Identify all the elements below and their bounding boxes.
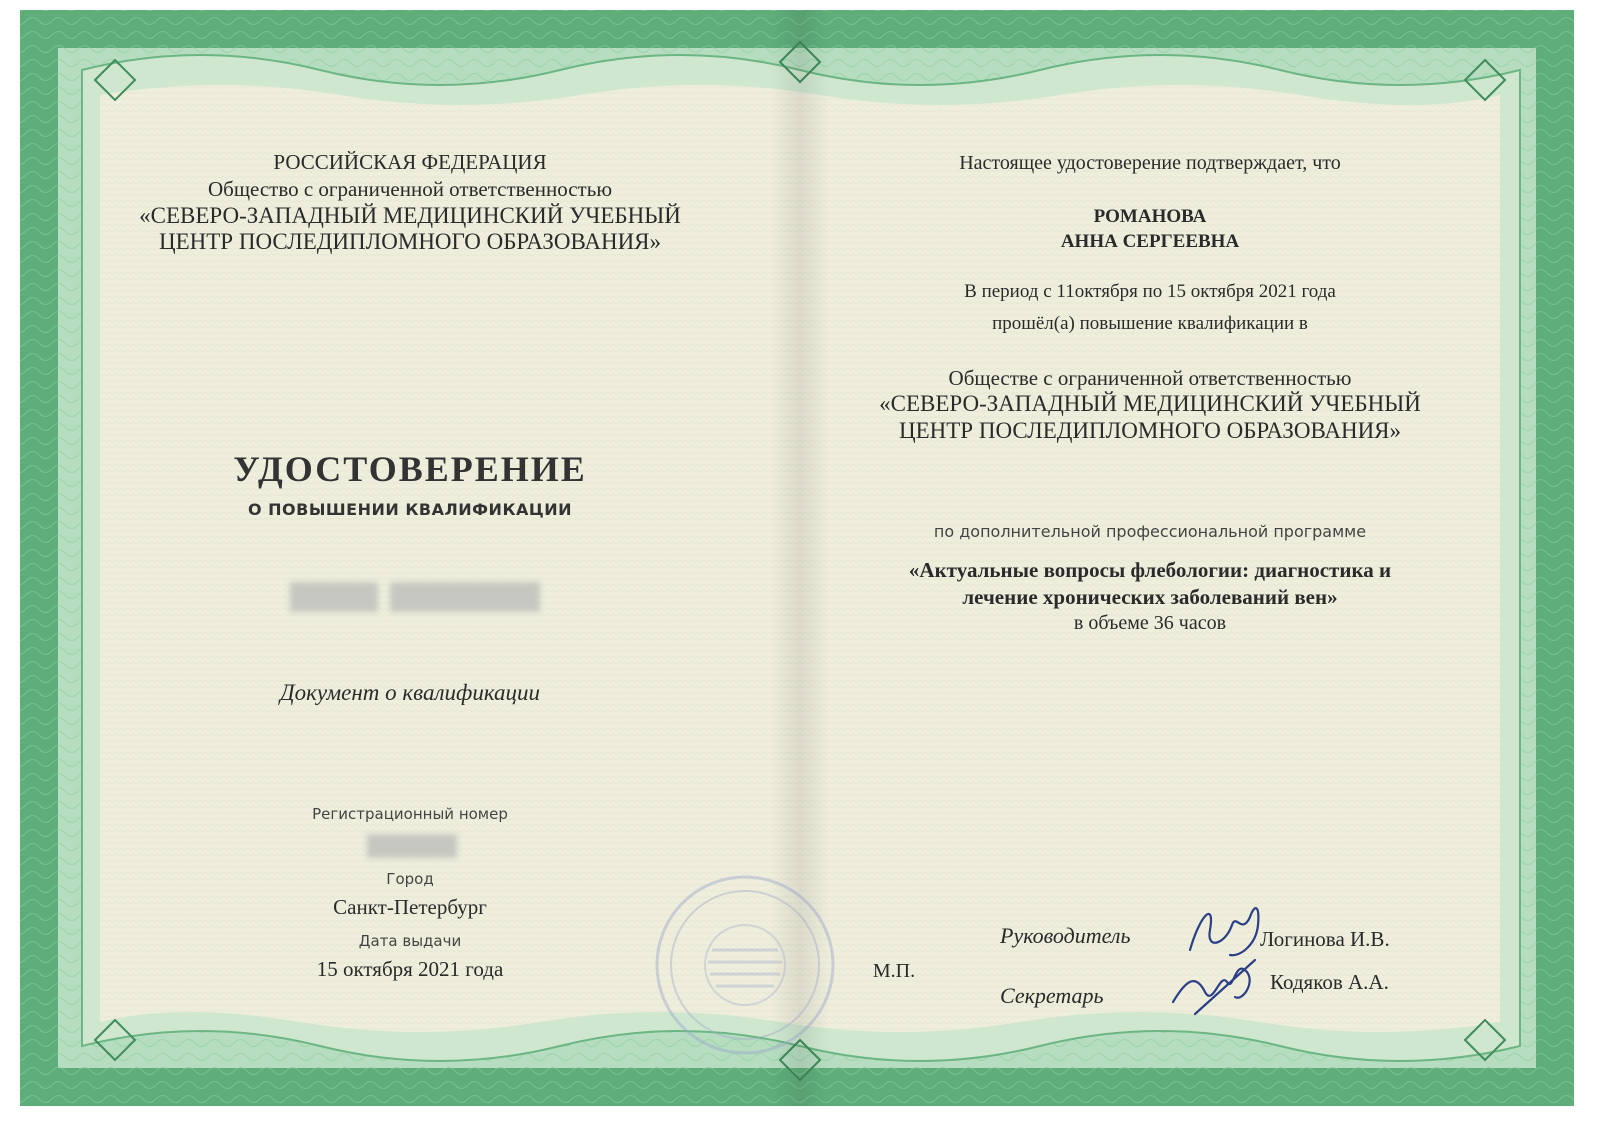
country-name: РОССИЙСКАЯ ФЕДЕРАЦИЯ (273, 150, 547, 174)
secretary-label: Секретарь (1000, 983, 1104, 1008)
secretary-signature (1165, 952, 1275, 1022)
program-volume: в объеме 36 часов (1073, 612, 1227, 634)
document-kind: Документ о квалификации (279, 680, 541, 705)
passed-text: прошёл(а) повышение квалификации в (992, 313, 1308, 334)
training-period: В период с 11октября по 15 октября 2021 года (964, 281, 1336, 302)
org-type: Общество с ограниченной ответственностью (207, 177, 613, 201)
head-name: Логинова И.В. (1260, 927, 1390, 951)
redacted-number (390, 582, 540, 612)
right-org-name-line1: «СЕВЕРО-ЗАПАДНЫЙ МЕДИЦИНСКИЙ УЧЕБНЫЙ (879, 391, 1421, 416)
issue-date-value: 15 октября 2021 года (316, 957, 504, 981)
redacted-registration-number (367, 834, 457, 858)
registration-label: Регистрационный номер (312, 805, 508, 823)
secretary-name: Кодяков А.А. (1270, 970, 1389, 994)
document-subtitle: О ПОВЫШЕНИИ КВАЛИФИКАЦИИ (247, 500, 573, 519)
program-title-line1: «Актуальные вопросы флебологии: диагностика и (908, 558, 1392, 582)
city-value: Санкт-Петербург (333, 895, 487, 919)
program-label: по дополнительной профессиональной программе (933, 522, 1367, 541)
org-name-line2: ЦЕНТР ПОСЛЕДИПЛОМНОГО ОБРАЗОВАНИЯ» (158, 229, 662, 254)
seal-place-mark: М.П. (872, 960, 916, 982)
right-org-name-line2: ЦЕНТР ПОСЛЕДИПЛОМНОГО ОБРАЗОВАНИЯ» (898, 418, 1402, 443)
holder-surname: РОМАНОВА (1093, 206, 1207, 227)
round-stamp (650, 870, 840, 1060)
right-org-type: Обществе с ограниченной ответственностью (948, 366, 1352, 390)
city-label: Город (386, 870, 434, 888)
issue-date-label: Дата выдачи (358, 932, 462, 950)
redacted-series (290, 582, 378, 612)
intro-text: Настоящее удостоверение подтверждает, что (959, 152, 1341, 174)
program-title-line2: лечение хронических заболеваний вен» (962, 585, 1338, 609)
head-label: Руководитель (1000, 923, 1131, 948)
document-title: УДОСТОВЕРЕНИЕ (233, 449, 587, 489)
holder-given-names: АННА СЕРГЕЕВНА (1060, 231, 1240, 252)
org-name-line1: «СЕВЕРО-ЗАПАДНЫЙ МЕДИЦИНСКИЙ УЧЕБНЫЙ (139, 203, 681, 228)
